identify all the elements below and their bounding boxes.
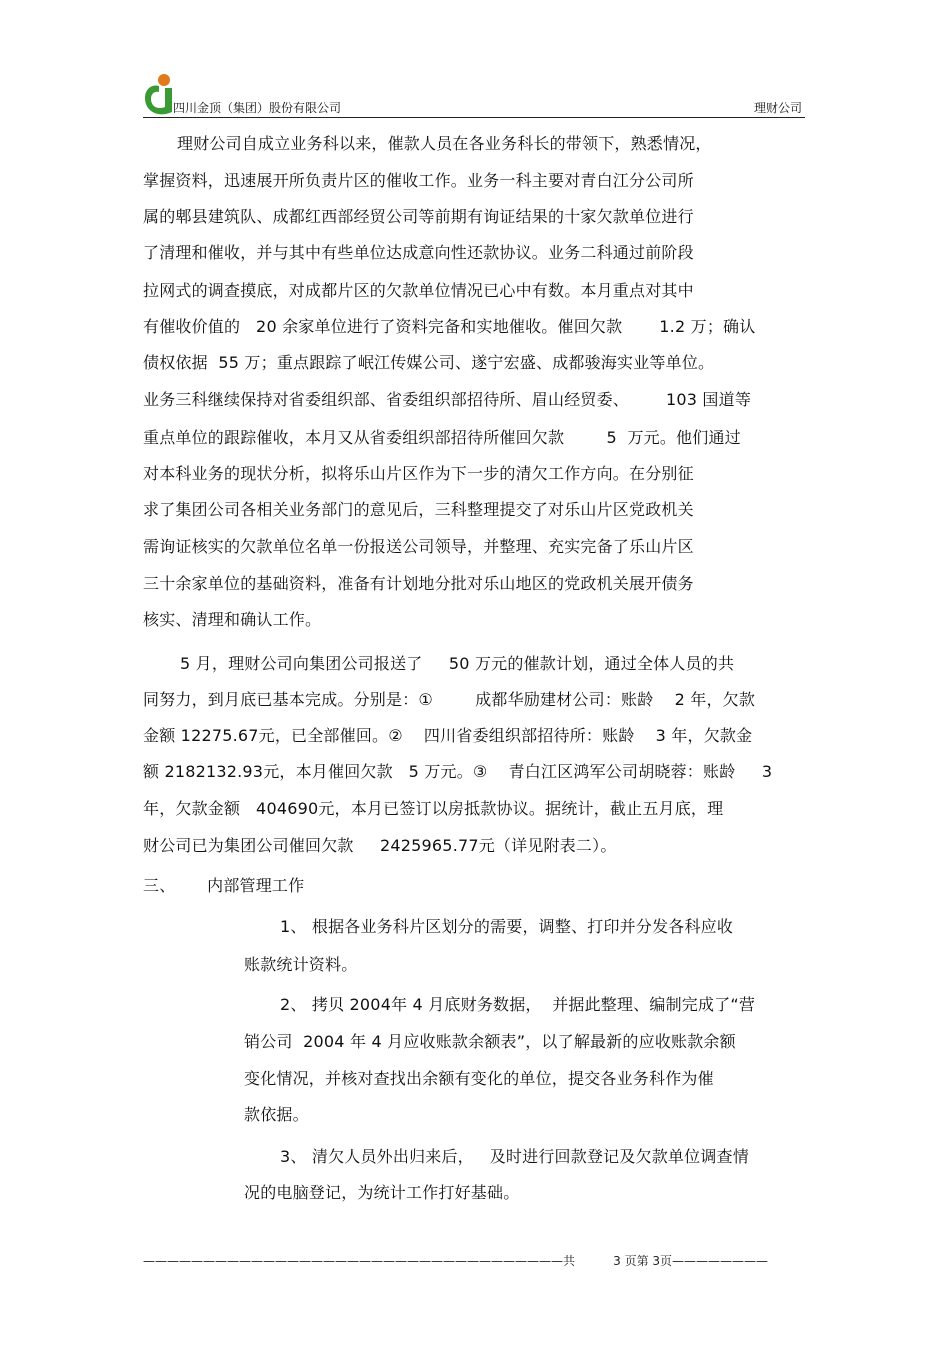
body-line: 财公司已为集团公司催回欠款 2425965.77元（详见附表二）。 [143, 836, 617, 855]
body-line: 业务三科继续保持对省委组织部、省委组织部招待所、眉山经贸委、 103 国道等 [143, 390, 752, 409]
body-line: 5 月，理财公司向集团公司报送了 50 万元的催款计划，通过全体人员的共 [180, 654, 735, 673]
body-line: 理财公司自成立业务科以来，催款人员在各业务科长的带领下，熟悉情况， [177, 134, 712, 153]
body-line: 2、 拷贝 2004年 4 月底财务数据， 并据此整理、编制完成了“营 [280, 995, 756, 1014]
body-line: 销公司 2004 年 4 月应收账款余额表”，以了解最新的应收账款余额 [244, 1032, 736, 1051]
header-divider [143, 117, 805, 118]
body-line: 了清理和催收，并与其中有些单位达成意向性还款协议。业务二科通过前阶段 [143, 243, 694, 262]
header-company-name: 四川金顶（集团）股份有限公司 [173, 101, 342, 115]
section-heading: 三、 内部管理工作 [143, 876, 305, 895]
body-line: 1、 根据各业务科片区划分的需要，调整、打印并分发各科应收 [280, 917, 734, 936]
body-line: 属的郫县建筑队、成都红西部经贸公司等前期有询证结果的十家欠款单位进行 [143, 207, 694, 226]
body-line: 3、 清欠人员外出归来后， 及时进行回款登记及欠款单位调查情 [280, 1147, 749, 1166]
company-logo-icon [143, 72, 175, 116]
body-line: 有催收价值的 20 余家单位进行了资料完备和实地催收。催回欠款 1.2 万；确认 [143, 317, 756, 336]
body-line: 三十余家单位的基础资料，准备有计划地分批对乐山地区的党政机关展开债务 [143, 574, 694, 593]
body-line: 核实、清理和确认工作。 [143, 610, 322, 629]
body-line: 况的电脑登记，为统计工作打好基础。 [244, 1183, 520, 1202]
body-line: 金额 12275.67元，已全部催回。② 四川省委组织部招待所：账龄 3 年，欠款金 [143, 726, 753, 745]
body-line: 款依据。 [244, 1105, 309, 1124]
body-line: 额 2182132.93元，本月催回欠款 5 万元。③ 青白江区鸿军公司胡晓蓉：账龄 3 [143, 762, 773, 781]
body-line: 掌握资料，迅速展开所负责片区的催收工作。业务一科主要对青白江分公司所 [143, 171, 694, 190]
body-line: 同努力，到月底已基本完成。分别是：① 成都华励建材公司：账龄 2 年，欠款 [143, 690, 756, 709]
body-line: 年，欠款金额 404690元，本月已签订以房抵款协议。据统计，截止五月底，理 [143, 799, 724, 818]
body-line: 债权依据 55 万；重点跟踪了岷江传媒公司、遂宁宏盛、成都骏海实业等单位。 [143, 353, 715, 372]
body-line: 变化情况，并核对查找出余额有变化的单位，提交各业务科作为催 [244, 1069, 714, 1088]
body-line: 求了集团公司各相关业务部门的意见后，三科整理提交了对乐山片区党政机关 [143, 500, 694, 519]
body-line: 拉网式的调查摸底，对成都片区的欠款单位情况已心中有数。本月重点对其中 [143, 281, 694, 300]
body-line: 需询证核实的欠款单位名单一份报送公司领导，并整理、充实完备了乐山片区 [143, 537, 694, 556]
page-footer: ———————————————————————————————————共 3 页第 3页———————— [143, 1254, 769, 1268]
body-line: 重点单位的跟踪催收，本月又从省委组织部招待所催回欠款 5 万元。他们通过 [143, 428, 741, 447]
body-line: 对本科业务的现状分析，拟将乐山片区作为下一步的清欠工作方向。在分别征 [143, 464, 694, 483]
header-department: 理财公司 [753, 101, 802, 115]
body-line: 账款统计资料。 [244, 955, 358, 974]
